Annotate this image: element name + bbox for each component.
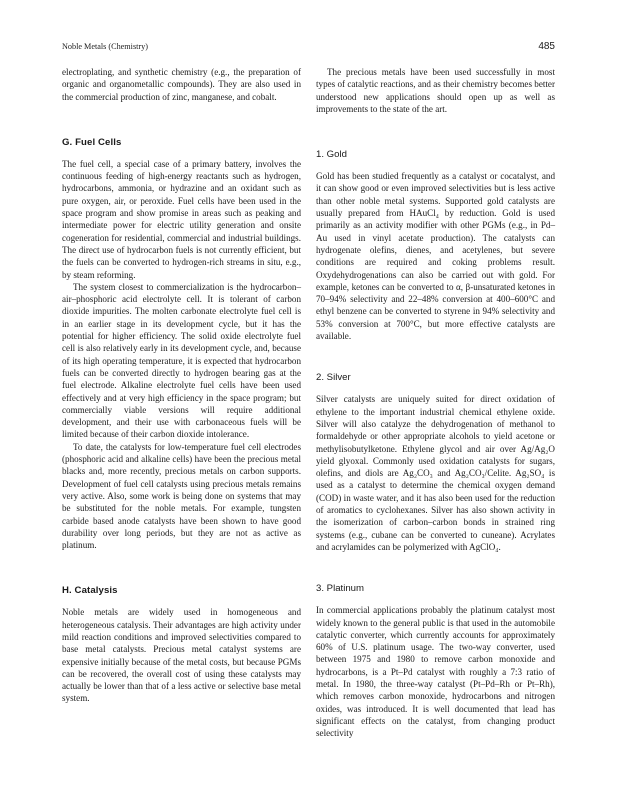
catalysis-paragraph: Noble metals are widely used in homogeneous and heterogeneous catalysis. Their advantages are high activity under mild reaction conditions and improved selectivities compared to base metal catalysts. Precious metal catalyst systems are expensive initially because of the metal costs, but because PGMs can be recovered, the overall cost of using these catalysts may actually be lower than that of a less active or selective base metal system.: [62, 607, 301, 704]
left-column: [62, 66, 301, 705]
intro-paragraph: electroplating, and synthetic chemistry (e.g., the preparation of organic and organometallic compounds). They are also used in the commercial production of zinc, manganese, and cobalt.: [62, 67, 301, 102]
catalysis-intro-paragraph: The precious metals have been used successfully in most types of catalytic reactions, and as their chemistry becomes better understood new applications should open up as well as improvements to the state of the art.: [316, 67, 555, 114]
fuel-cells-paragraph-2: The system closest to commercialization is the hydrocarbon–air–phosphoric acid electrolyte cell. It is tolerant of carbon dioxide impurities. The molten carbonate electrolyte fuel cell is in an earlier stage in its development cycle, but it has the potential for higher efficiency. The solid oxide electrolyte fuel cell is also relatively early in its development cycle, and, because of its high operating temperature, it is expected that hydrocarbon fuels can be converted directly to hydrogen bearing gas at the fuel electrode. Alkaline electrolyte fuel cells have been used effectively and at very high efficiency in the space program; but commercially viable versions will require additional development, and their use with carbonaceous fuels will be limited because of their carbon dioxide intolerance.: [62, 281, 301, 440]
fuel-cells-paragraph-1: The fuel cell, a special case of a primary battery, involves the continuous feeding of high-energy reactants such as hydrogen, hydrocarbons, ammonia, or hydrazine and an oxidant such as pure oxygen, air, or peroxide. Fuel cells have been used in the space program and show promise in areas such as peaking and intermediate power for electric utility generation and onsite cogeneration for residential, commercial and industrial buildings. The direct use of hydrocarbon fuels is not currently efficient, but the fuels can be converted to hydrogen-rich streams in situ, e.g., by steam reforming.: [62, 158, 301, 280]
subsection-heading-gold: 1. Gold: [316, 149, 347, 161]
subsection-heading-silver: 2. Silver: [316, 372, 351, 384]
running-title: Noble Metals (Chemistry): [62, 42, 148, 51]
fuel-cells-paragraph-3: To date, the catalysts for low-temperature fuel cell electrodes (phosphoric acid and alkaline cells) have been the precious metal blacks and, more recently, precious metals on carbon supports. Development of fuel cell catalysts using precious metals remains very active. Also, some work is being done on systems that may be substituted for the noble metals. For example, tungsten carbide based anode catalysts have been shown to have good durability over long periods, but they are not as active as platinum.: [62, 441, 301, 551]
section-heading-catalysis: H. Catalysis: [62, 585, 118, 597]
section-heading-fuel-cells: G. Fuel Cells: [62, 136, 122, 148]
right-column: [316, 66, 555, 739]
running-header: [62, 40, 555, 54]
subsection-heading-platinum: 3. Platinum: [316, 583, 364, 595]
gold-paragraph: Gold has been studied frequently as a catalyst or cocatalyst, and it can show good or even improved selectivities but is less active than other noble metal systems. Supported gold catalysts are usually prepared from HAuCl₄ by reduction. Gold is used primarily as an activity modifier with other PGMs (e.g., in Pd–Au used in vinyl acetate production). The catalysts can hydrogenate olefins, dienes, and acetylenes, but severe conditions are required and coking problems result. Oxydehydrogenations can also be carried out with gold. For example, ketones can be converted to α, β-unsaturated ketones in 70–94% selectivity and 22–48% conversion at 400–600°C and ethyl benzene can be converted to styrene in 94% selectivity and 53% conversion at 700°C, but more effective catalysts are available.: [316, 171, 555, 342]
silver-paragraph: Silver catalysts are uniquely suited for direct oxidation of ethylene to the important industrial chemical ethylene oxide. Silver will also catalyze the dehydrogenation of methanol to formaldehyde or other appropriate alcohols to yield acetone or methylisobutylketone. Ethylene glycol and air over Ag/Ag₂O yield glyoxal. Commonly used oxidation catalysts for sugars, olefins, and diols are Ag₂CO₃ and Ag₂CO₃/Celite. Ag₂SO₄ is used as a catalyst to determine the chemical oxygen demand (COD) in waste water, and it has also been used for the reduction of aromatics to cyclohexanes. Silver has also shown activity in the isomerization of carbon–carbon bonds in strained ring systems (e.g., cubane can be converted to cuneane). Acrylates and acrylamides can be polymerized with AgClO₄.: [316, 394, 555, 552]
page-number: 485: [538, 41, 555, 52]
platinum-paragraph: In commercial applications probably the platinum catalyst most widely known to the general public is that used in the automobile catalytic converter, which currently accounts for approximately 60% of U.S. platinum usage. The two-way converter, used between 1975 and 1980 to remove carbon monoxide and hydrocarbons, is a Pt–Pd catalyst with roughly a 7:3 ratio of metal. In 1980, the three-way catalyst (Pt–Pd–Rh or Pt–Rh), which removes carbon monoxide, hydrocarbons and nitrogen oxides, was introduced. It is well documented that lead has significant effects on the catalyst, from changing product selectivity: [316, 605, 555, 739]
